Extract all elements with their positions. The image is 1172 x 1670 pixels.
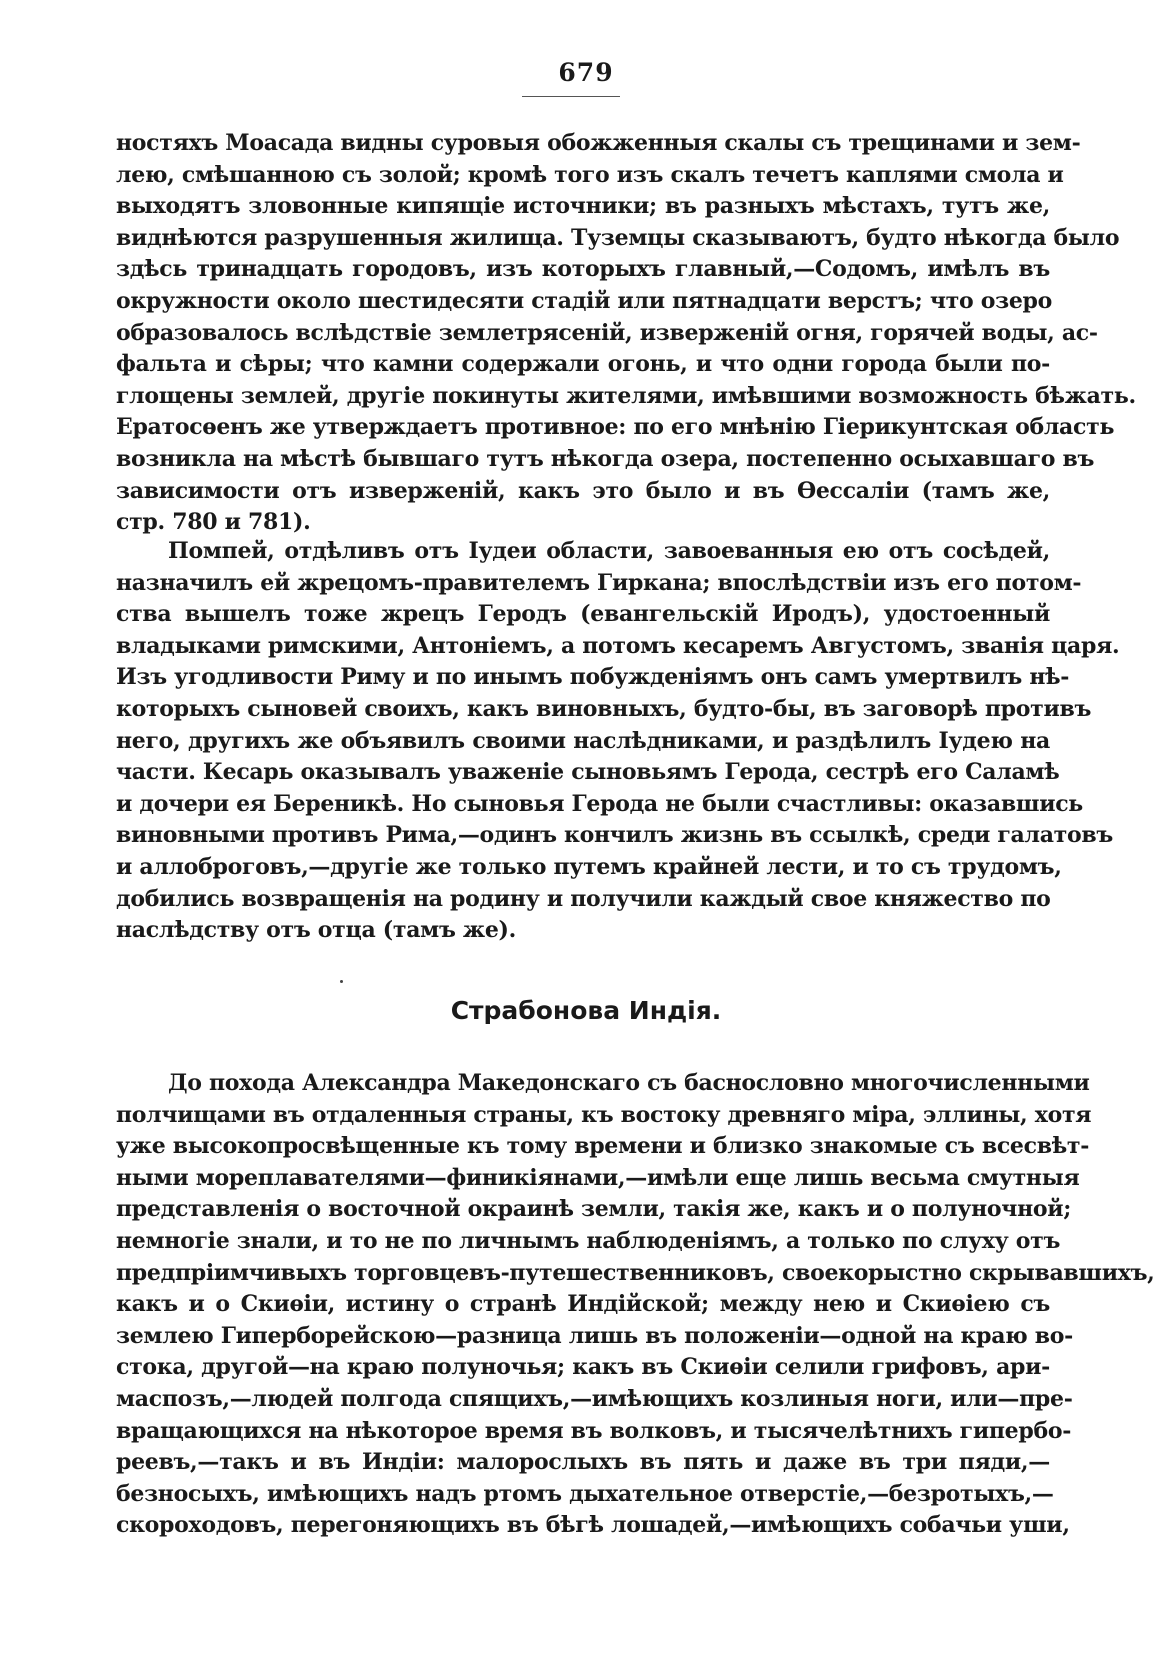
text-line: части. Кесарь оказывалъ уваженіе сыновьямъ Герода, сестрѣ его Саламѣ — [116, 759, 1060, 786]
text-line: безносыхъ, имѣющихъ надъ ртомъ дыхательное отверстіе,—безротыхъ,— — [116, 1480, 1054, 1507]
text-line: фальта и сѣры; что камни содержали огонь, и что одни города были по- — [116, 351, 1050, 378]
text-line: владыками римскими, Антоніемъ, а потомъ кесаремъ Августомъ, званія царя. — [116, 632, 1120, 659]
text-line: полчищами въ отдаленныя страны, къ востоку древняго міра, эллины, хотя — [116, 1101, 1092, 1128]
text-line: Помпей, отдѣливъ отъ Іудеи области, завоеванныя ею отъ сосѣдей, — [168, 538, 1050, 564]
print-speck — [340, 980, 343, 983]
text-line: окружности около шестидесяти стадій или пятнадцати верстъ; что озеро — [116, 287, 1052, 314]
page-number: 679 — [558, 58, 614, 87]
text-line: и дочери ея Береникѣ. Но сыновья Герода не были счастливы: оказавшись — [116, 790, 1083, 817]
text-line: выходятъ зловонные кипящіе источники; въ разныхъ мѣстахъ, тутъ же, — [116, 193, 1050, 220]
text-line: скороходовъ, перегоняющихъ въ бѣгѣ лошадей,—имѣющихъ собачьи уши, — [116, 1512, 1070, 1539]
text-line: и аллоброговъ,—другіе же только путемъ крайней лести, и то съ трудомъ, — [116, 853, 1062, 880]
text-line: зависимости отъ изверженій, какъ это было и въ Ѳессаліи (тамъ же, — [116, 477, 1050, 504]
paragraph-1 — [116, 128, 1136, 539]
page-number-rule — [522, 96, 620, 97]
text-line: уже высокопросвѣщенные къ тому времени и близко знакомые съ всесвѣт- — [116, 1133, 1090, 1160]
text-line: Изъ угодливости Риму и по инымъ побужденіямъ онъ самъ умертвилъ нѣ- — [116, 664, 1070, 691]
text-line: реевъ,—такъ и въ Индіи: малорослыхъ въ пять и даже въ три пяди,— — [116, 1449, 1050, 1476]
text-line: ностяхъ Моасада видны суровыя обожженныя скалы съ трещинами и зем- — [116, 130, 1081, 156]
text-line: виднѣются разрушенныя жилища. Туземцы сказываютъ, будто нѣкогда было — [116, 224, 1120, 251]
text-line: возникла на мѣстѣ бывшаго тутъ нѣкогда озера, постепенно осыхавшаго въ — [116, 445, 1095, 472]
text-line: Ератосѳенъ же утверждаетъ противное: по его мнѣнію Гіерикунтская область — [116, 414, 1115, 441]
paragraph-3 — [116, 1068, 1155, 1542]
text-line: ными мореплавателями—финикіянами,—имѣли еще лишь весьма смутныя — [116, 1164, 1080, 1191]
text-line: ства вышелъ тоже жрецъ Геродъ (евангельскій Иродъ), удостоенный — [116, 601, 1050, 628]
text-line: стр. 780 и 781). — [116, 509, 311, 536]
text-line: назначилъ ей жрецомъ-правителемъ Гиркана; впослѣдствіи изъ его потом- — [116, 569, 1082, 596]
text-line: стока, другой—на краю полуночья; какъ въ Скиѳіи селили грифовъ, ари- — [116, 1354, 1050, 1381]
text-line: маспозъ,—людей полгода спящихъ,—имѣющихъ козлиныя ноги, или—пре- — [116, 1385, 1073, 1412]
text-line: какъ и о Скиѳіи, истину о странѣ Индійской; между нею и Скиѳіею съ — [116, 1291, 1050, 1318]
text-line: немногіе знали, и то не по личнымъ наблюденіямъ, а только по слуху отъ — [116, 1227, 1061, 1254]
text-line: До похода Александра Македонскаго съ баснословно многочисленными — [168, 1070, 1090, 1096]
text-line: которыхъ сыновей своихъ, какъ виновныхъ, будто-бы, въ заговорѣ противъ — [116, 695, 1092, 722]
text-line: него, другихъ же объявилъ своими наслѣдниками, и раздѣлилъ Іудею на — [116, 727, 1050, 754]
section-heading: Страбонова Индія. — [450, 996, 722, 1025]
text-line: предпріимчивыхъ торговцевъ-путешественниковъ, своекорыстно скрывавшихъ, — [116, 1259, 1155, 1286]
text-line: наслѣдству отъ отца (тамъ же). — [116, 917, 516, 944]
text-line: лею, смѣшанною съ золой; кромѣ того изъ скалъ течетъ каплями смола и — [116, 161, 1064, 188]
text-line: представленія о восточной окраинѣ земли, такія же, какъ и о полуночной; — [116, 1196, 1072, 1223]
text-line: добились возвращенія на родину и получили каждый свое княжество по — [116, 885, 1051, 912]
text-line: землею Гиперборейскою—разница лишь въ положеніи—одной на краю во- — [116, 1322, 1073, 1349]
text-line: здѣсь тринадцать городовъ, изъ которыхъ главный,—Содомъ, имѣлъ въ — [116, 256, 1050, 283]
text-line: вращающихся на нѣкоторое время въ волковъ, и тысячелѣтнихъ гипербо- — [116, 1417, 1072, 1444]
text-line: виновными противъ Рима,—одинъ кончилъ жизнь въ ссылкѣ, среди галатовъ — [116, 822, 1113, 849]
text-line: глощены землей, другіе покинуты жителями, имѣвшими возможность бѣжать. — [116, 382, 1136, 409]
text-line: образовалось вслѣдствіе землетрясеній, изверженій огня, горячей воды, ас- — [116, 319, 1098, 346]
paragraph-2 — [116, 536, 1120, 947]
